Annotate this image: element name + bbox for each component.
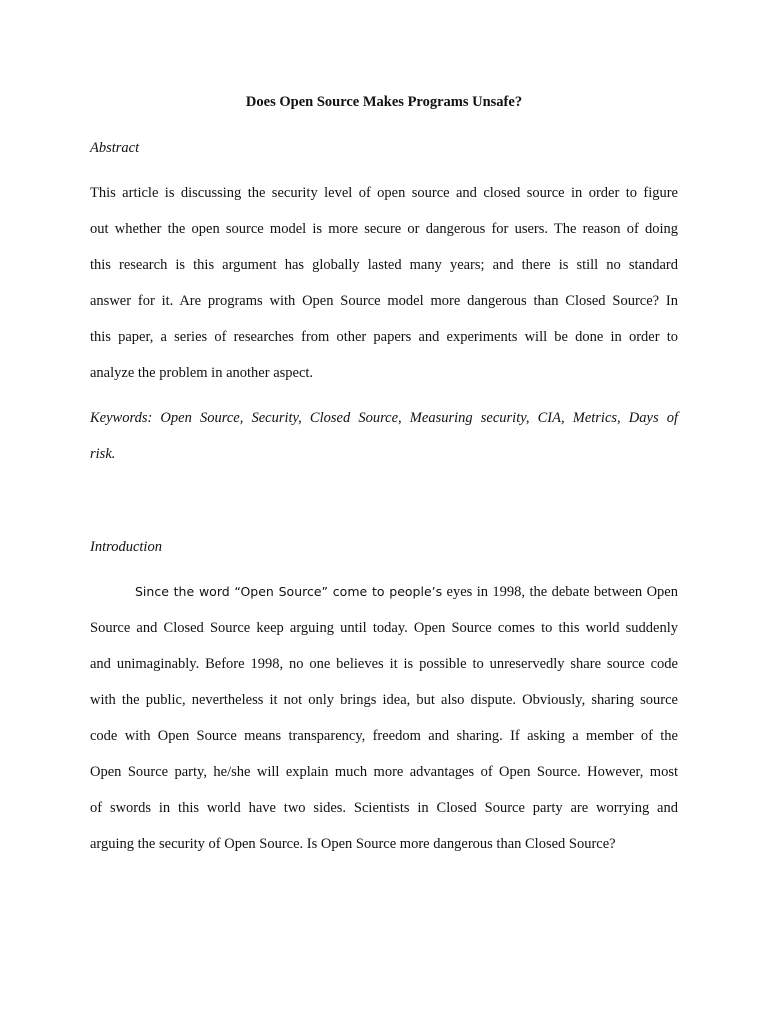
abstract-line: out whether the open source model is more secure or dangerous for users. The reason of doing	[90, 221, 678, 237]
paper-title: Does Open Source Makes Programs Unsafe?	[245, 94, 523, 110]
abstract-heading: Abstract	[90, 140, 140, 156]
intro-line: with the public, nevertheless it not only brings idea, but also dispute. Obviously, sharing source	[90, 692, 678, 708]
intro-line: of swords in this world have two sides. Scientists in Closed Source party are worrying and	[90, 800, 678, 816]
abstract-line: answer for it. Are programs with Open Source model more dangerous than Closed Source? In	[90, 293, 678, 309]
intro-line: Open Source party, he/she will explain much more advantages of Open Source. However, most	[90, 764, 678, 780]
intro-line-sans-run: Since the word “Open Source” come to people’s	[135, 584, 443, 599]
intro-line	[90, 574, 678, 610]
introduction-heading: Introduction	[90, 539, 162, 555]
intro-line-rest: eyes in 1998, the debate between Open	[442, 584, 678, 600]
keywords-paragraph	[90, 400, 678, 472]
intro-line: and unimaginably. Before 1998, no one believes it is possible to unreservedly share source code	[90, 656, 678, 672]
keywords-line: risk.	[90, 446, 116, 462]
intro-line: arguing the security of Open Source. Is Open Source more dangerous than Closed Source?	[90, 836, 616, 852]
abstract-line: this paper, a series of researches from other papers and experiments will be done in order to	[90, 329, 678, 345]
intro-line: code with Open Source means transparency, freedom and sharing. If asking a member of the	[90, 728, 678, 744]
abstract-line: this research is this argument has globally lasted many years; and there is still no standard	[90, 257, 678, 273]
abstract-paragraph	[90, 175, 678, 391]
keywords-line: Keywords: Open Source, Security, Closed Source, Measuring security, CIA, Metrics, Days of	[90, 410, 678, 426]
abstract-line: analyze the problem in another aspect.	[90, 365, 314, 381]
intro-line: Source and Closed Source keep arguing until today. Open Source comes to this world suddenly	[90, 620, 678, 636]
introduction-paragraph	[90, 574, 678, 862]
abstract-line: This article is discussing the security level of open source and closed source in order to figure	[90, 185, 678, 201]
